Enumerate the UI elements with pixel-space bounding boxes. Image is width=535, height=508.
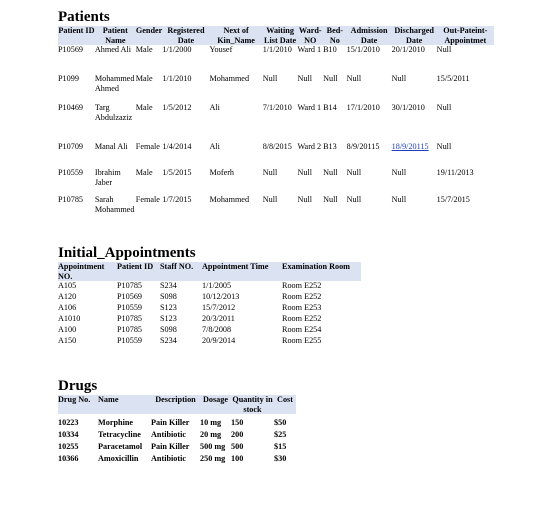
table-cell: Null — [262, 195, 278, 205]
table-cell: Null — [391, 195, 407, 205]
table-cell: 7/1/2010 — [262, 103, 292, 113]
table-cell: 8/9/20115 — [346, 142, 380, 152]
table-row — [58, 74, 494, 103]
table-cell: Ward 1 — [297, 45, 322, 55]
table-cell: 15/7/2012 — [202, 303, 236, 313]
patients-col-header: Gender — [136, 26, 163, 45]
table-cell: 100 — [231, 454, 244, 464]
table-cell: Null — [297, 168, 313, 178]
table-cell: Null — [297, 74, 313, 84]
table-cell: 1/1/2010 — [262, 45, 292, 55]
table-row — [58, 195, 494, 229]
table-cell: S234 — [160, 281, 177, 291]
table-cell: B14 — [323, 103, 337, 113]
table-cell: Manal Ali — [94, 142, 128, 152]
table-cell: P10559 — [117, 303, 143, 313]
table-cell: 20 mg — [200, 430, 222, 440]
table-cell: S234 — [160, 336, 177, 346]
table-cell: Ali — [209, 142, 220, 152]
drugs-col-header: Quantity in stock — [232, 395, 273, 414]
drugs-col-header: Drug No. — [58, 395, 98, 414]
table-cell: Sarah Mohammed — [94, 195, 135, 214]
table-cell: 10255 — [58, 442, 79, 452]
table-cell: 10334 — [58, 430, 79, 440]
table-cell: 15/1/2010 — [346, 45, 380, 55]
table-cell: Null — [323, 74, 338, 84]
table-cell: Male — [135, 103, 153, 113]
table-cell: 17/1/2010 — [346, 103, 380, 113]
table-cell: 250 mg — [200, 454, 226, 464]
table-cell: Targ Abdulzaziz — [94, 103, 133, 122]
patients-col-header: Out-Pateint- Appointmet — [437, 26, 494, 45]
drugs-col-header: Name — [98, 395, 151, 414]
table-cell: Null — [346, 74, 362, 84]
table-cell: Null — [436, 142, 452, 152]
table-cell: P1099 — [58, 74, 79, 84]
appointments-header-row — [58, 262, 361, 281]
table-cell: 10 mg — [200, 418, 222, 428]
table-cell: 1/7/2015 — [162, 195, 192, 205]
table-cell: 8/8/2015 — [262, 142, 292, 152]
patients-title: Patients — [58, 9, 110, 25]
appointments-table — [58, 262, 361, 347]
table-cell: 15/7/2015 — [436, 195, 470, 205]
table-cell: Room E252 — [282, 281, 322, 291]
patients-col-header: Bed- No — [323, 26, 347, 45]
table-cell: Null — [391, 74, 407, 84]
table-cell: A150 — [58, 336, 77, 346]
table-row — [58, 142, 494, 168]
table-cell: Mohammed — [209, 74, 250, 84]
table-cell: 1/4/2014 — [162, 142, 192, 152]
table-cell: Null — [262, 168, 278, 178]
appointments-title: Initial_Appointments — [58, 245, 196, 261]
table-row — [58, 292, 361, 303]
table-cell: Null — [436, 103, 452, 113]
table-cell: Mohammed Ahmed — [94, 74, 135, 93]
patients-col-header: Registered Date — [162, 26, 209, 45]
drugs-header-row — [58, 395, 296, 414]
table-cell: 150 — [231, 418, 244, 428]
table-cell: 15/5/2011 — [436, 74, 470, 84]
table-cell: Null — [323, 195, 338, 205]
patients-col-header: Admission Date — [347, 26, 392, 45]
table-cell: A106 — [58, 303, 77, 313]
patients-col-header: Waiting List Date — [264, 26, 297, 45]
patients-col-header: Ward- NO — [298, 26, 322, 45]
table-cell: Yousef — [209, 45, 233, 55]
table-cell: 10223 — [58, 418, 79, 428]
table-cell: 500 — [231, 442, 244, 452]
table-cell: P10569 — [58, 45, 84, 55]
table-cell: Room E254 — [282, 325, 322, 335]
table-cell: 20/9/2014 — [202, 336, 236, 346]
table-cell: Null — [346, 168, 362, 178]
appointments-col-header: Patient ID — [117, 262, 160, 281]
patients-col-header: Discharged Date — [392, 26, 437, 45]
table-cell: Moferh — [209, 168, 235, 178]
table-cell: Morphine — [98, 418, 134, 428]
table-cell: Female — [135, 195, 160, 205]
patients-section — [58, 9, 494, 229]
table-cell: Female — [135, 142, 160, 152]
table-cell: P10785 — [117, 325, 143, 335]
table-cell: $25 — [274, 430, 287, 440]
table-cell: 20/3/2011 — [202, 314, 235, 324]
table-cell: S098 — [160, 325, 177, 335]
table-cell: 1/5/2015 — [162, 168, 192, 178]
patients-col-header: Patient ID — [58, 26, 95, 45]
table-cell: 20/1/2010 — [391, 45, 425, 55]
drugs-title: Drugs — [58, 378, 98, 394]
table-row — [58, 168, 494, 195]
table-cell: Pain Killer — [151, 442, 190, 452]
table-cell: Male — [135, 168, 153, 178]
table-row — [58, 103, 494, 142]
patients-header-row — [58, 26, 494, 45]
table-cell: P10569 — [117, 292, 143, 302]
table-cell: Amoxicillin — [98, 454, 139, 464]
table-cell: B10 — [323, 45, 337, 55]
table-cell: $50 — [274, 418, 287, 428]
table-cell: Antibiotic — [151, 454, 187, 464]
table-cell: Male — [135, 45, 153, 55]
discharge-date-link[interactable]: 18/9/20115 — [391, 142, 429, 152]
table-cell: P10559 — [117, 336, 143, 346]
table-cell: $15 — [274, 442, 287, 452]
table-cell: A105 — [58, 281, 77, 291]
table-cell: S123 — [160, 303, 177, 313]
drugs-col-header: Dosage — [200, 395, 231, 414]
table-cell: A100 — [58, 325, 77, 335]
table-cell: 200 — [231, 430, 244, 440]
table-cell: Antibiotic — [151, 430, 187, 440]
table-row — [58, 442, 296, 454]
appointments-col-header: Appointment Time — [202, 262, 282, 281]
table-cell: Null — [262, 74, 278, 84]
table-cell: 19/11/2013 — [436, 168, 474, 178]
table-cell: A1010 — [58, 314, 81, 324]
table-row — [58, 336, 361, 347]
table-cell: 500 mg — [200, 442, 226, 452]
table-cell: S123 — [160, 314, 177, 324]
drugs-col-header: Cost — [274, 395, 296, 414]
table-cell: Ali — [209, 103, 220, 113]
table-row — [58, 454, 296, 466]
table-cell: $30 — [274, 454, 287, 464]
appointments-col-header: Appointment NO. — [58, 262, 117, 281]
table-cell: P10559 — [58, 168, 84, 178]
table-row — [58, 314, 361, 325]
table-cell: Null — [297, 195, 313, 205]
drugs-section — [58, 378, 296, 466]
table-cell: Room E253 — [282, 303, 322, 313]
table-cell: Null — [391, 168, 407, 178]
patients-col-header: Next of Kin_Name — [209, 26, 262, 45]
patients-col-header: Patient Name — [95, 26, 136, 45]
table-cell: Room E252 — [282, 292, 322, 302]
table-cell: Male — [135, 74, 153, 84]
appointments-section — [58, 245, 361, 347]
table-cell: 30/1/2010 — [391, 103, 425, 113]
table-cell: Null — [436, 45, 452, 55]
appointments-col-header: Staff NO. — [160, 262, 202, 281]
appointments-col-header: Examination Room — [282, 262, 361, 281]
table-cell: B13 — [323, 142, 337, 152]
drugs-col-header: Description — [151, 395, 200, 414]
table-cell: 1/1/2010 — [162, 74, 192, 84]
table-cell: S098 — [160, 292, 177, 302]
table-cell: Tetracycline — [98, 430, 141, 440]
table-row — [58, 430, 296, 442]
table-cell: P10709 — [58, 142, 84, 152]
table-cell: 10366 — [58, 454, 79, 464]
table-cell: P10785 — [117, 314, 143, 324]
table-row — [58, 418, 296, 430]
table-cell: A120 — [58, 292, 77, 302]
table-row — [58, 325, 361, 336]
table-cell: Null — [346, 195, 362, 205]
table-cell: P10785 — [117, 281, 143, 291]
table-row — [58, 281, 361, 292]
table-cell: Mohammed — [209, 195, 250, 205]
table-cell: P10469 — [58, 103, 84, 113]
table-cell: Null — [323, 168, 338, 178]
table-cell: Ibrahim Jaber — [94, 168, 121, 187]
table-cell: 1/1/2005 — [202, 281, 232, 291]
table-cell: 1/1/2000 — [162, 45, 192, 55]
table-cell: Room E255 — [282, 336, 322, 346]
table-cell: 10/12/2013 — [202, 292, 240, 302]
table-cell: Pain Killer — [151, 418, 190, 428]
table-cell: Ahmed Ali — [94, 45, 132, 55]
table-row — [58, 45, 494, 74]
table-cell: Room E252 — [282, 314, 322, 324]
table-cell: Ward 1 — [297, 103, 322, 113]
table-cell: 1/5/2012 — [162, 103, 192, 113]
table-cell: Ward 2 — [297, 142, 322, 152]
drugs-table — [58, 395, 296, 466]
table-cell: Paracetamol — [98, 442, 143, 452]
table-cell: 7/8/2008 — [202, 325, 232, 335]
table-row — [58, 303, 361, 314]
table-cell: P10785 — [58, 195, 84, 205]
patients-table — [58, 26, 494, 229]
